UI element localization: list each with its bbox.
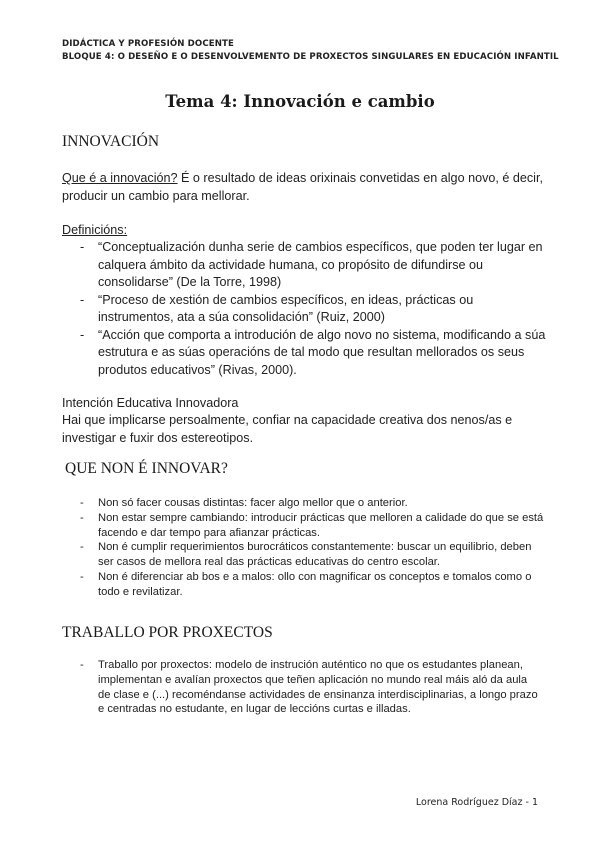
definitions-list — [80, 239, 550, 379]
document-header-course: DIDÁCTICA Y PROFESIÓN DOCENTE — [62, 39, 234, 49]
document-header-block: BLOQUE 4: O DESEÑO E O DESENVOLVEMENTO DE PROXECTOS SINGULARES EN EDUCACIÓN INFANTIL — [62, 52, 559, 62]
section-heading-non-innovar: QUE NON É INNOVAR? — [65, 460, 228, 477]
innovation-answer: É o resultado de ideas orixinais convetidas en algo novo, é decir, producir un cambio para mellorar. — [62, 171, 543, 203]
proxectos-list — [80, 658, 542, 717]
section-heading-proxectos: TRABALLO POR PROXECTOS — [62, 624, 273, 641]
definition-item: - “Conceptualización dunha serie de cambios específicos, que poden ter lugar en calquera ámbito da actividade humana, co propósito de difundirse ou consolidarse” (De la Torre, 1998) — [80, 239, 550, 292]
innovation-question: Que é a innovación? — [62, 171, 178, 185]
page-footer: Lorena Rodríguez Díaz - 1 — [415, 797, 538, 808]
section-heading-innovacion: INNOVACIÓN — [62, 133, 160, 150]
definitions-label: Definicións: — [62, 223, 128, 237]
list-item: - Non é cumplir requerimientos burocráticos constantemente: buscar un equilibrio, deben ser casos de mellora real das prácticas educativas do centro escolar. — [80, 540, 550, 570]
list-item: - Traballo por proxectos: modelo de instrución auténtico no que os estudantes planean, implementan e avalían proxectos que teñen aplicación no mundo real máis aló da aula de clase e (...) recoméndanse actividades de ensinanza interdisciplinarias, a longo prazo e centradas no estudante, en lugar de leccións curtas e illadas. — [80, 658, 542, 717]
non-innovar-list — [80, 496, 550, 600]
list-item: - Non é diferenciar ab bos e a malos: ollo con magnificar os conceptos e tomalos como o todo e revilatizar. — [80, 570, 550, 600]
innovation-definition-paragraph — [62, 170, 544, 205]
list-item: - Non só facer cousas distintas: facer algo mellor que o anterior. — [80, 496, 550, 511]
list-item: - Non estar sempre cambiando: introducir prácticas que melloren a calidade do que se está facendo e dar tempo para afianzar prácticas. — [80, 511, 550, 541]
intention-text: Hai que implicarse persoalmente, confiar na capacidade creativa dos nenos/as e investigar e fuxir dos estereotipos. — [62, 413, 513, 445]
page-title: Tema 4: Innovación e cambio — [165, 92, 435, 111]
definition-item: - “Proceso de xestión de cambios específicos, en ideas, prácticas ou instrumentos, ata a súa consolidación” (Ruiz, 2000) — [80, 292, 550, 327]
intention-title: Intención Educativa Innovadora — [62, 396, 239, 410]
definition-item: - “Acción que comporta a introdución de algo novo no sistema, modificando a súa estrutura e as súas operacións de tal modo que resultan mellorados os seus produtos educativos” (Rivas, 2000). — [80, 327, 550, 380]
